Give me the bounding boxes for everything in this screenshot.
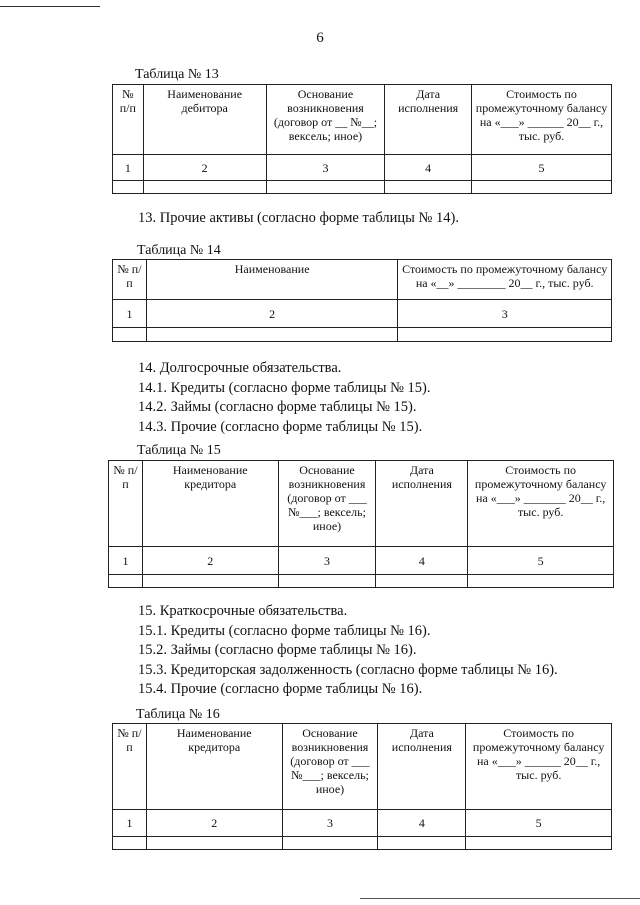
- table-cell: 3: [398, 300, 612, 328]
- table-cell: [142, 575, 278, 588]
- table16-caption: Таблица № 16: [136, 707, 220, 722]
- table15-caption: Таблица № 15: [137, 443, 221, 458]
- paragraph-line: 14. Долгосрочные обязательства.: [138, 360, 342, 376]
- top-rule: [0, 6, 100, 7]
- table-cell: 3: [282, 810, 378, 837]
- paragraph-line: 14.1. Кредиты (согласно форме таблицы № 15).: [138, 379, 431, 396]
- bottom-rule: [360, 898, 640, 899]
- table-cell: 5: [472, 155, 612, 181]
- table16-header-date: Дата исполнения: [378, 724, 466, 810]
- table16-empty-row: [113, 837, 612, 850]
- table-cell: [146, 837, 282, 850]
- table-cell: [109, 575, 143, 588]
- paragraph-line: 15.3. Кредиторская задолженность (согласно форме таблицы № 16).: [138, 661, 558, 678]
- table-cell: 2: [142, 547, 278, 575]
- table-cell: 4: [385, 155, 472, 181]
- table-cell: [282, 837, 378, 850]
- table13-header-date: Дата исполнения: [385, 85, 472, 155]
- table13: [112, 84, 612, 194]
- table-cell: [468, 575, 614, 588]
- paragraph-13: 13. Прочие активы (согласно форме таблицы № 14).: [138, 210, 459, 226]
- paragraph-line: 15. Краткосрочные обязательства.: [138, 603, 348, 619]
- table16-header-num: № п/п: [113, 724, 147, 810]
- table-cell: [378, 837, 466, 850]
- table-cell: 5: [468, 547, 614, 575]
- table-cell: 1: [113, 810, 147, 837]
- table15-header-basis: Основание возникновения (договор от ___ №___; вексель; иное): [278, 461, 376, 547]
- table-cell: [472, 181, 612, 194]
- table16: [112, 723, 612, 850]
- table16-header-row: [113, 724, 612, 810]
- table-cell: [113, 181, 144, 194]
- table13-header-num: № п/п: [113, 85, 144, 155]
- table13-header-basis: Основание возникновения (договор от __ №__; вексель; иное): [266, 85, 385, 155]
- table-cell: 2: [146, 810, 282, 837]
- table13-caption: Таблица № 13: [135, 67, 219, 82]
- table14-header-name: Наименование: [146, 260, 397, 300]
- table16-header-basis: Основание возникновения (договор от ___ №___; вексель; иное): [282, 724, 378, 810]
- page-number: 6: [316, 30, 324, 46]
- table13-header-name: Наименование дебитора: [143, 85, 266, 155]
- table15-header-num: № п/п: [109, 461, 143, 547]
- table-cell: [113, 837, 147, 850]
- table-cell: 5: [466, 810, 612, 837]
- table14-empty-row: [113, 328, 612, 342]
- table-cell: [143, 181, 266, 194]
- table15-empty-row: [109, 575, 614, 588]
- table13-empty-row: [113, 181, 612, 194]
- paragraph-line: 14.3. Прочие (согласно форме таблицы № 15).: [138, 418, 423, 435]
- table15-header-cost: Стоимость по промежуточному балансу на «___» _______ 20__ г., тыс. руб.: [468, 461, 614, 547]
- table14: [112, 259, 612, 342]
- table14-header-cost: Стоимость по промежуточному балансу на «__» ________ 20__ г., тыс. руб.: [398, 260, 612, 300]
- table15: [108, 460, 614, 588]
- paragraph-line: 15.1. Кредиты (согласно форме таблицы № 16).: [138, 622, 431, 639]
- table-cell: [146, 328, 397, 342]
- table15-header-date: Дата исполнения: [376, 461, 468, 547]
- table16-header-name: Наименование кредитора: [146, 724, 282, 810]
- table-cell: 4: [378, 810, 466, 837]
- table-cell: [113, 328, 147, 342]
- table13-header-cost: Стоимость по промежуточному балансу на «___» ______ 20__ г., тыс. руб.: [472, 85, 612, 155]
- table-cell: 4: [376, 547, 468, 575]
- paragraph-14: [138, 359, 431, 437]
- table13-header-row: [113, 85, 612, 155]
- table-cell: 3: [278, 547, 376, 575]
- paragraph-line: 15.4. Прочие (согласно форме таблицы № 16).: [138, 681, 423, 697]
- table14-caption: Таблица № 14: [137, 243, 221, 258]
- table-cell: [385, 181, 472, 194]
- table-cell: [376, 575, 468, 588]
- table16-number-row: [113, 810, 612, 837]
- table14-number-row: [113, 300, 612, 328]
- table-cell: [266, 181, 385, 194]
- table15-header-row: [109, 461, 614, 547]
- table-cell: 2: [143, 155, 266, 181]
- table-cell: 3: [266, 155, 385, 181]
- table-cell: [398, 328, 612, 342]
- table16-header-cost: Стоимость по промежуточному балансу на «___» ______ 20__ г., тыс. руб.: [466, 724, 612, 810]
- paragraph-line: 15.2. Займы (согласно форме таблицы № 16).: [138, 642, 417, 658]
- table-cell: 1: [113, 300, 147, 328]
- table-cell: 1: [109, 547, 143, 575]
- table15-header-name: Наименование кредитора: [142, 461, 278, 547]
- table-cell: [278, 575, 376, 588]
- table-cell: 1: [113, 155, 144, 181]
- paragraph-line: 14.2. Займы (согласно форме таблицы № 15).: [138, 399, 417, 415]
- table14-header-row: [113, 260, 612, 300]
- table15-number-row: [109, 547, 614, 575]
- paragraph-15: [138, 602, 558, 700]
- table-cell: [466, 837, 612, 850]
- table13-number-row: [113, 155, 612, 181]
- table14-header-num: № п/п: [113, 260, 147, 300]
- table-cell: 2: [146, 300, 397, 328]
